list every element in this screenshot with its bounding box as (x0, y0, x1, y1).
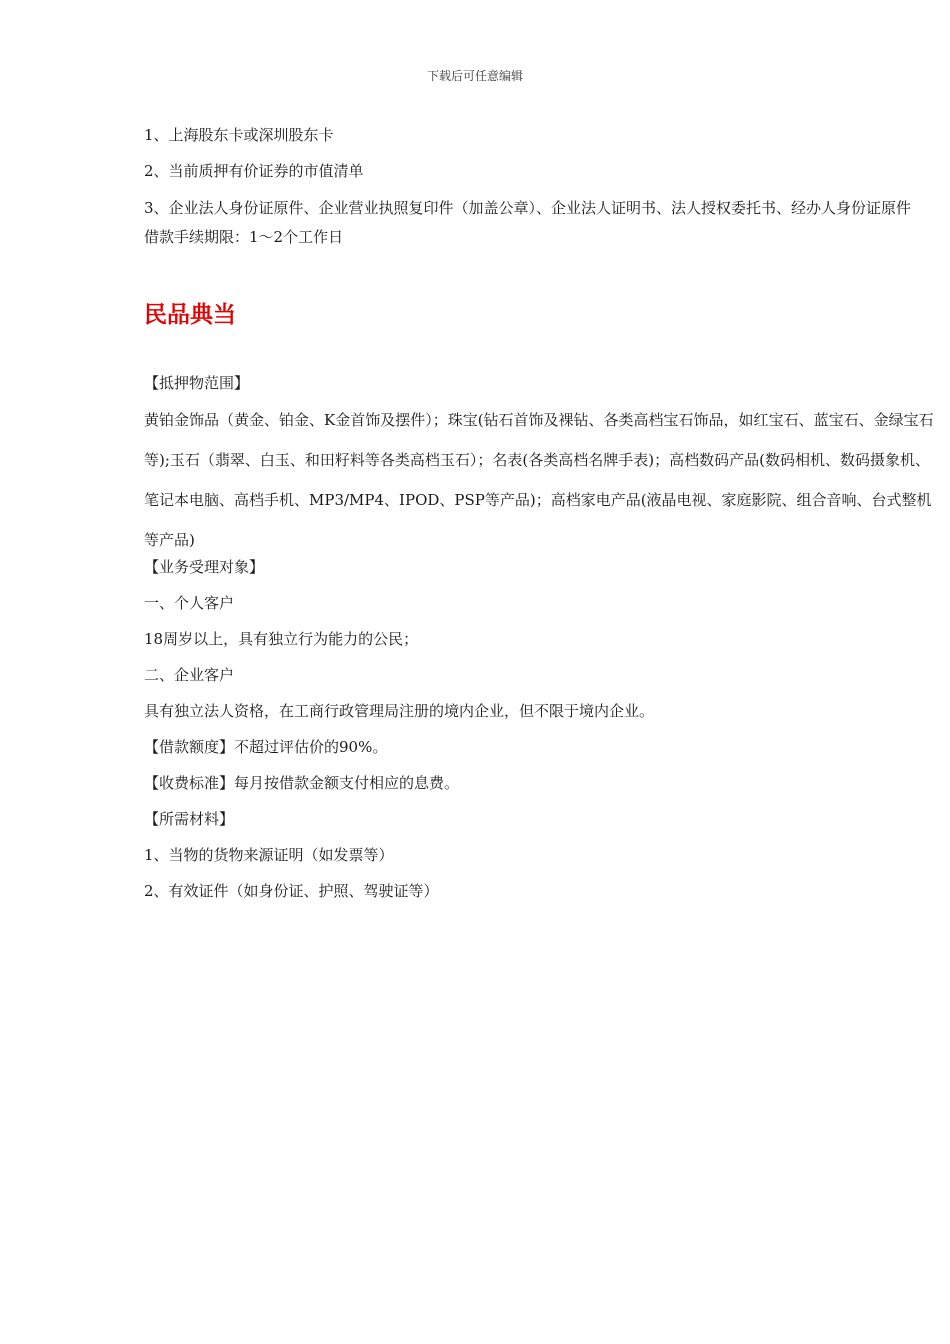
document-body (144, 124, 944, 916)
individual-heading: 一、个人客户 (144, 594, 235, 612)
fee-standard-text: 【收费标准】每月按借款金额支付相应的息费。 (144, 774, 460, 792)
list-item: 2、有效证件（如身份证、护照、驾驶证等） (144, 882, 439, 900)
collateral-heading: 【抵押物范围】 (144, 374, 250, 392)
collateral-text: 黄铂金饰品（黄金、铂金、K金首饰及摆件）；珠宝(钻石首饰及裸钻、各类高档宝石饰品，如红宝石、蓝宝石、金绿宝石等);玉石（翡翠、白玉、和田籽料等各类高档玉石）；名表(各类高档名牌手表)；高档数码产品(数码相机、数码摄象机、笔记本电脑、高档手机、MP3/MP4、IPOD、PSP等产品)；高档家电产品(液晶电视、家庭影院、组合音响、台式整机等产品) (144, 411, 934, 549)
list-item: 1、当物的货物来源证明（如发票等） (144, 846, 394, 864)
page-header: 下载后可任意编辑 (426, 69, 523, 83)
individual-text: 18周岁以上，具有独立行为能力的公民； (144, 630, 419, 648)
business-heading: 【业务受理对象】 (144, 558, 265, 576)
list-item: 3、企业法人身份证原件、企业营业执照复印件（加盖公章）、企业法人证明书、法人授权委托书、经办人身份证原件 (144, 199, 912, 217)
loan-period-text: 借款手续期限：1～2个工作日 (144, 228, 344, 246)
enterprise-heading: 二、企业客户 (144, 666, 235, 684)
section-title: 民品典当 (144, 301, 236, 328)
materials-heading: 【所需材料】 (144, 810, 235, 828)
loan-amount-text: 【借款额度】不超过评估价的90%。 (144, 738, 388, 756)
enterprise-text: 具有独立法人资格，在工商行政管理局注册的境内企业，但不限于境内企业。 (144, 702, 655, 720)
list-item: 1、上海股东卡或深圳股东卡 (144, 126, 334, 144)
list-item: 2、当前质押有价证券的市值清单 (144, 162, 364, 180)
